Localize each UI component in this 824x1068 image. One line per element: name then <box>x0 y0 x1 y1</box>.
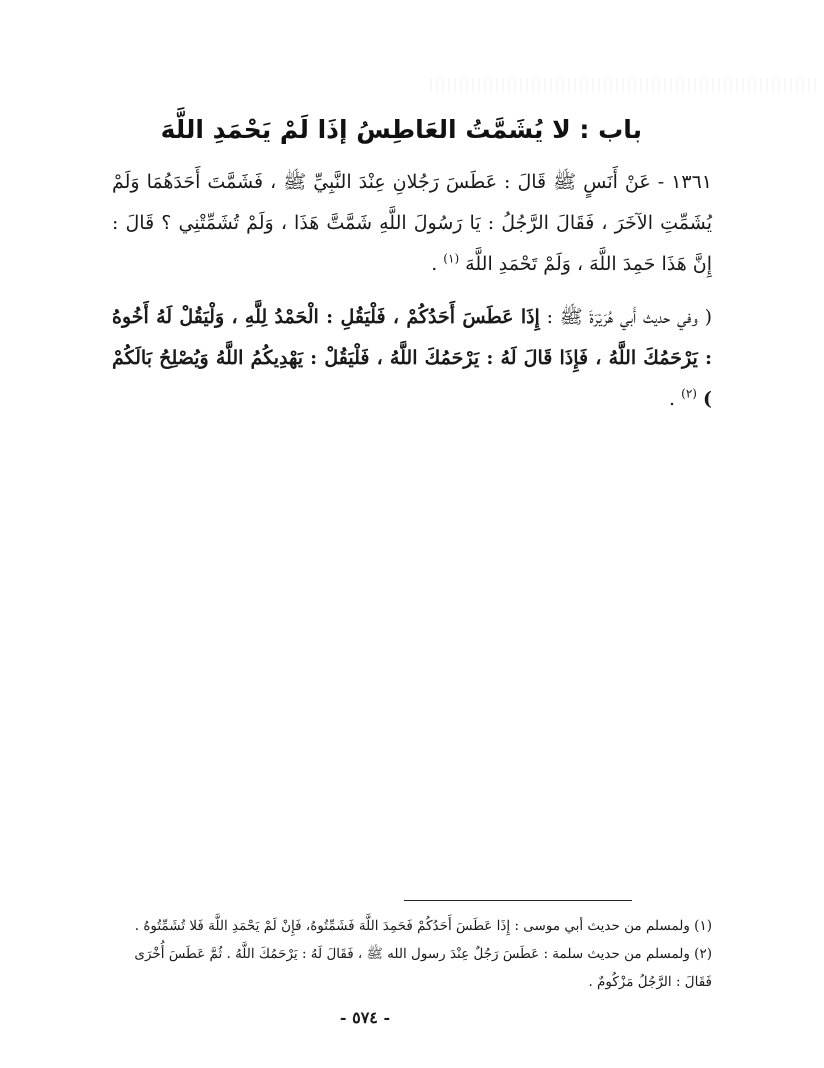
abu-hurayra-end: . <box>669 388 676 410</box>
abu-hurayra-text: إِذَا عَطَسَ أَحَدُكُمْ ، فَلْيَقُلِ : الْحَمْدُ لِلَّهِ ، وَلْيَقُلْ لَهُ أَخُوهُ : يَرْحَمُكَ اللَّهُ ، فَإِذَا قَالَ لَهُ : يَرْحَمُكَ اللَّهُ ، فَلْيَقُلْ : يَهْدِيكُمُ اللَّهُ وَيُصْلِحُ بَالَكُمْ ) <box>112 306 712 410</box>
footnote-1: (١) ولمسلم من حديث أبي موسى : إِذَا عَطَسَ أَحَدُكُمْ فَحَمِدَ اللَّهَ فَشَمِّتُوهُ، فَإِنْ لَمْ يَحْمَدِ اللَّهَ فَلا تُشَمِّتُوهُ . <box>134 918 712 934</box>
footnote-ref-1: (١) <box>443 251 460 266</box>
page-number: - ٥٧٤ - <box>339 1008 391 1027</box>
scan-noise <box>430 78 820 92</box>
abu-hurayra-hadith <box>112 297 712 420</box>
hadith-1361 <box>112 162 712 285</box>
hadith-end: . <box>431 253 438 275</box>
footnote-ref-2: (٢) <box>681 386 697 401</box>
hadith-text: ١٣٦١ - عَنْ أَنَسٍ ﷺ قَالَ : عَطَسَ رَجُلانِ عِنْدَ النَّبِيِّ ﷺ ، فَشَمَّتَ أَحَدَهُمَا وَلَمْ يُشَمِّتِ الآخَرَ ، فَقَالَ الرَّجُلُ : يَا رَسُولَ اللَّهِ شَمَّتَّ هَذَا ، وَلَمْ تُشَمِّتْنِي ؟ قَالَ : إِنَّ هَذَا حَمِدَ اللَّهَ ، وَلَمْ تَحْمَدِ اللَّهَ <box>112 171 712 275</box>
footnotes <box>112 912 712 996</box>
footnote-2-continued: فَقَالَ : الرَّجُلُ مَزْكُومٌ . <box>588 974 712 990</box>
abu-hurayra-intro: ( وفي حديث أَبي هُرَيْرَةَ ﷺ : <box>546 306 712 328</box>
footnote-2: (٢) ولمسلم من حديث سلمة : عَطَسَ رَجُلٌ عِنْدَ رسول الله ﷺ ، فَقَالَ لَهُ : يَرْحَمُكَ اللَّهُ . ثُمَّ عَطَسَ أُخْرَى <box>134 946 712 962</box>
chapter-heading: باب : لا يُشَمَّتُ العَاطِسُ إذَا لَمْ يَحْمَدِ اللَّهَ <box>160 115 642 144</box>
footnote-divider <box>404 900 632 901</box>
